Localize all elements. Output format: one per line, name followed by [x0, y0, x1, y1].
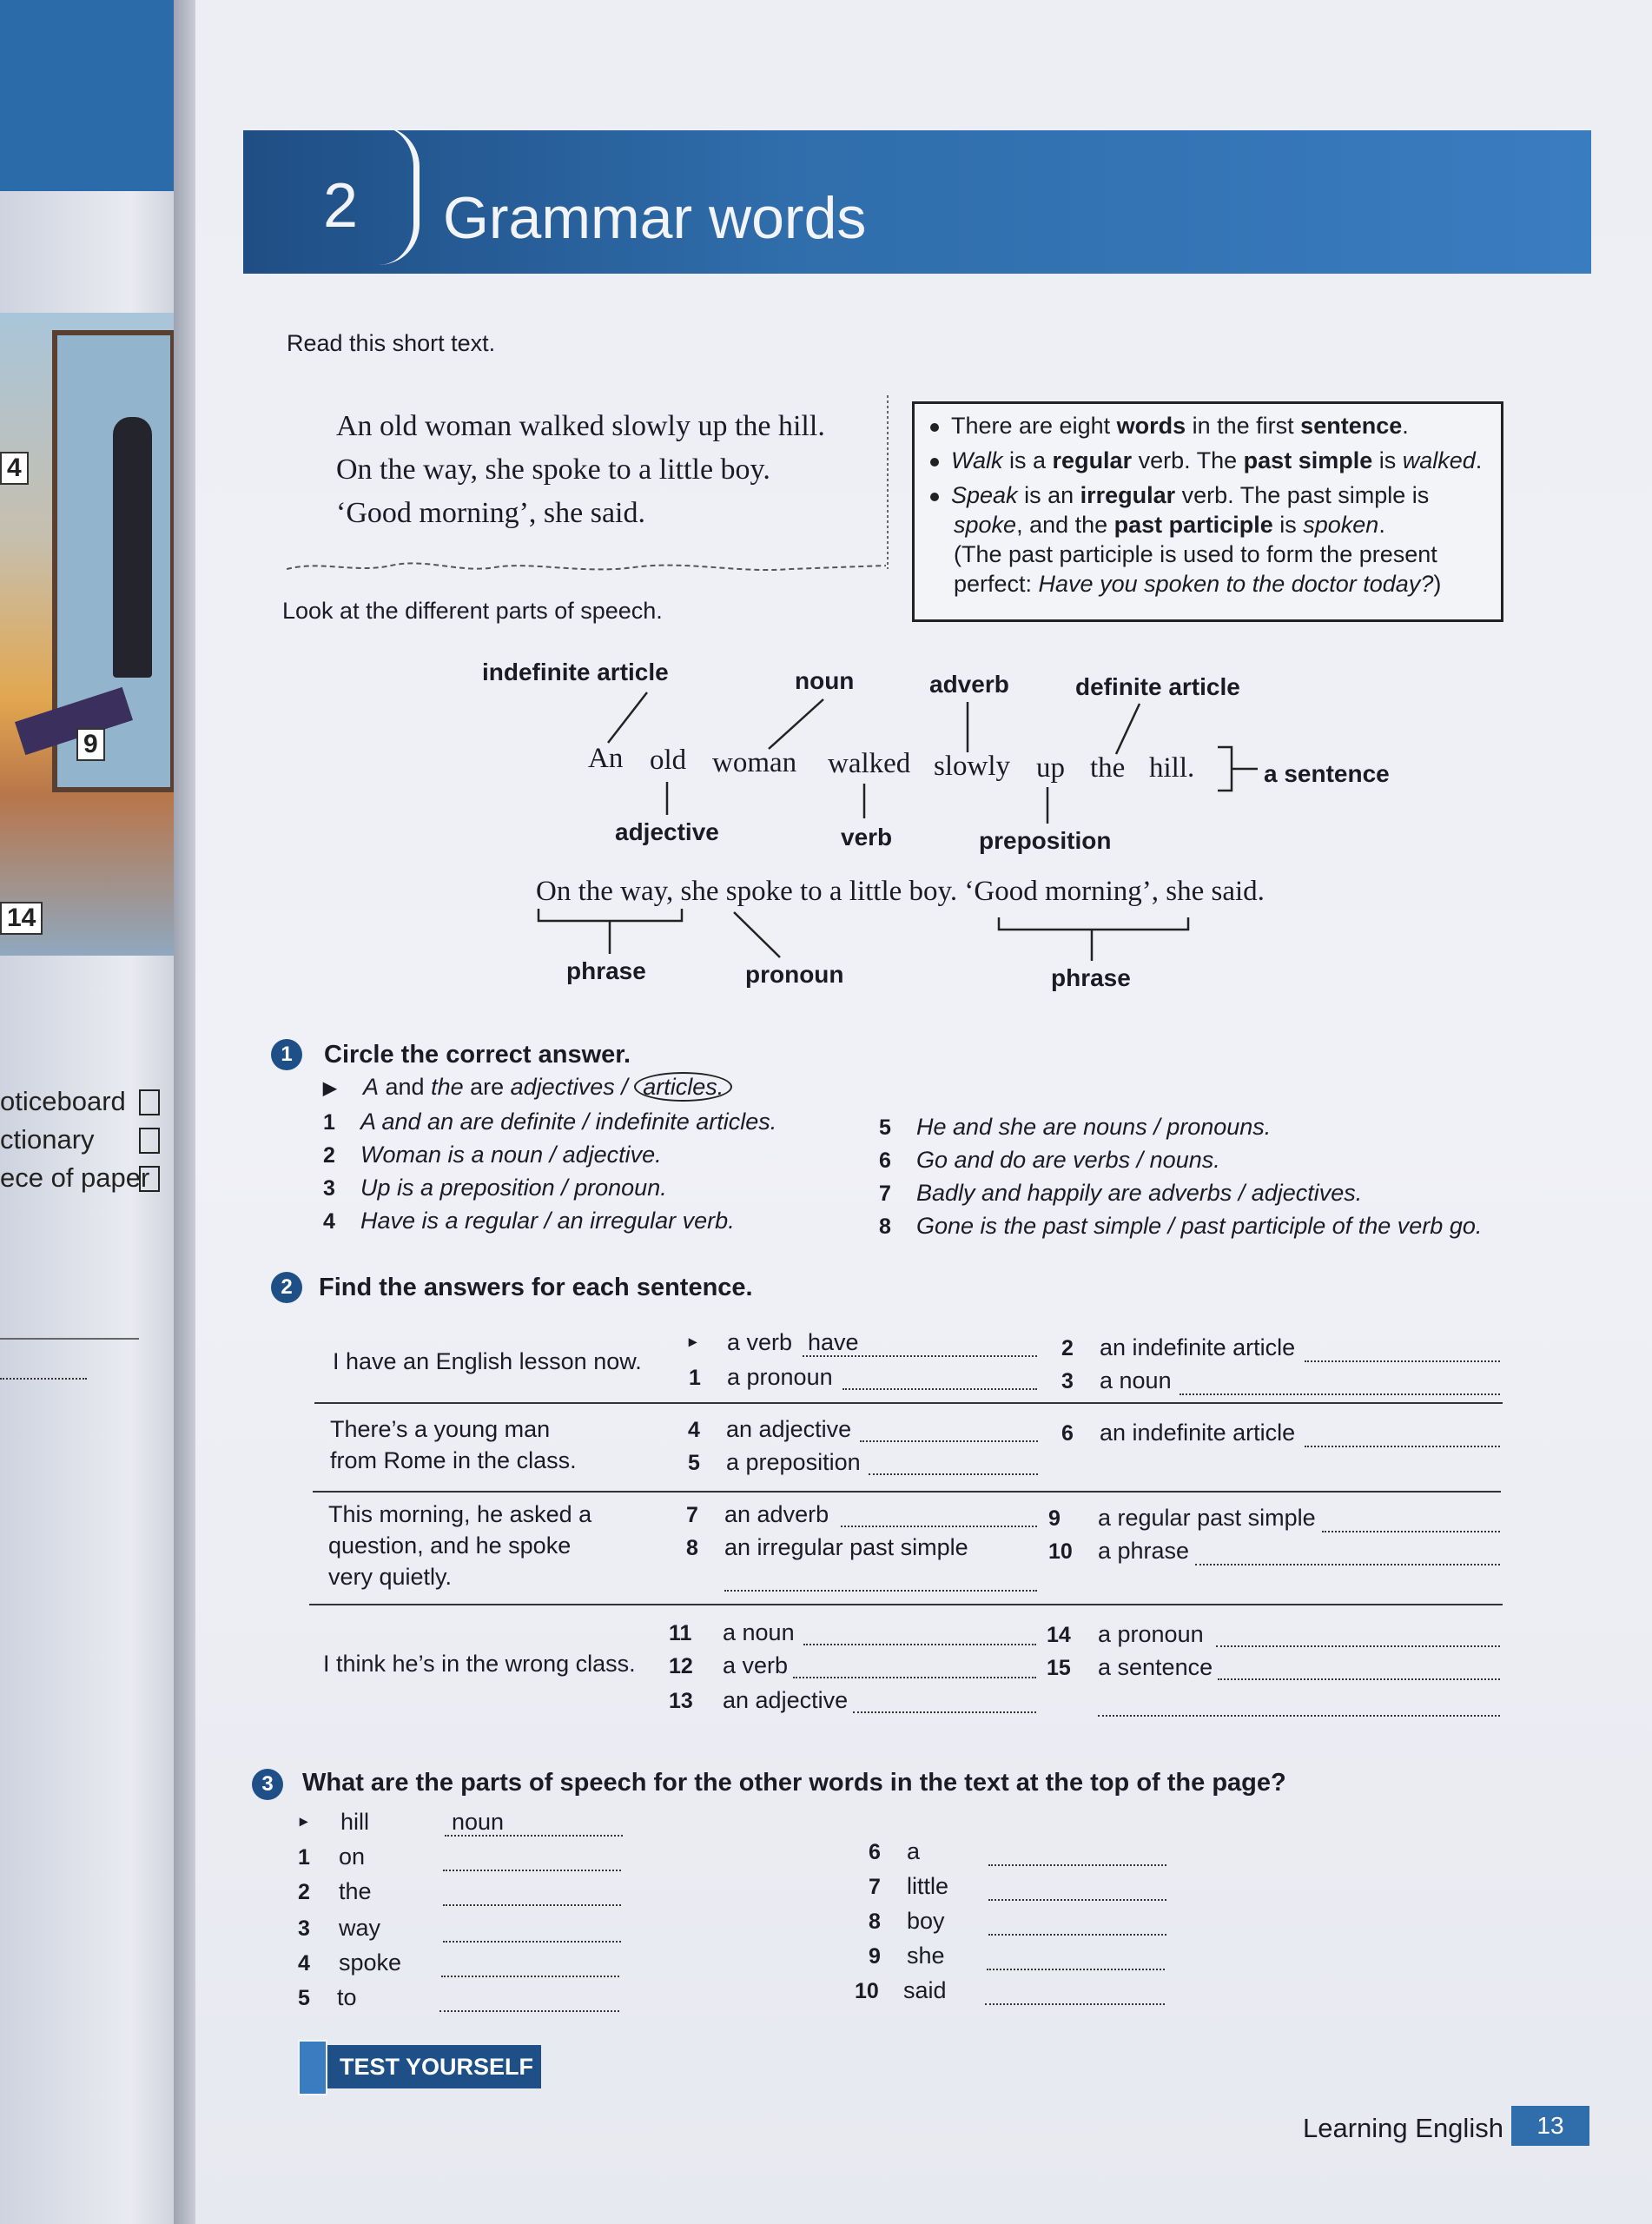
story-line: On the way, she spoke to a little boy. — [336, 453, 770, 486]
ex2-label: an irregular past simple — [724, 1534, 968, 1560]
item-number: 7 — [686, 1503, 698, 1527]
diagram-sentence-2: On the way, she spoke to a little boy. ‘Good morning’, she said. — [536, 876, 1265, 907]
exercise-1-item[interactable]: Go and do are verbs / nouns. — [916, 1147, 1220, 1173]
item-number: 2 — [1061, 1336, 1074, 1360]
ex3-word: on — [339, 1843, 366, 1870]
diagram-word: hill. — [1149, 752, 1195, 784]
example-arrow-icon: ▸ — [300, 1812, 308, 1830]
exercise-1-item[interactable]: Woman is a noun / adjective. — [360, 1142, 662, 1168]
ex3-word: way — [339, 1915, 381, 1941]
answer-line[interactable] — [1180, 1393, 1500, 1395]
item-number: 1 — [323, 1110, 335, 1135]
exercise-2-title: Find the answers for each sentence. — [319, 1274, 753, 1301]
diagram-label-indefinite-article: indefinite article — [482, 659, 669, 685]
info-line: (The past participle is used to form the present — [954, 541, 1437, 567]
diagram-label-adverb: adverb — [929, 671, 1009, 698]
ex2-label: an adjective — [723, 1687, 849, 1713]
answer-line[interactable] — [987, 1969, 1165, 1970]
notebook-icon — [298, 2040, 327, 2095]
book-title: Learning English — [1303, 2113, 1503, 2143]
diagram-word: walked — [828, 748, 911, 779]
info-bullet: Speak is an irregular verb. The past simple is — [930, 482, 1429, 509]
ex2-sentence: from Rome in the class. — [330, 1447, 577, 1473]
story-line: ‘Good morning’, she said. — [336, 497, 646, 529]
ex2-label: a regular past simple — [1098, 1505, 1316, 1531]
answer-line[interactable] — [988, 1864, 1166, 1866]
item-number: 9 — [1048, 1506, 1061, 1531]
ex3-word: the — [339, 1878, 372, 1904]
item-number: 2 — [298, 1880, 310, 1904]
exercise-number-badge: 1 — [271, 1039, 302, 1070]
ex3-word: spoke — [339, 1949, 402, 1976]
item-number: 8 — [869, 1910, 881, 1934]
ex2-label: a sentence — [1098, 1654, 1213, 1680]
answer-line — [0, 1378, 87, 1380]
diagram-label-noun: noun — [795, 667, 855, 694]
diagram-word: slowly — [934, 751, 1011, 782]
diagram-word: up — [1036, 752, 1065, 784]
test-yourself-banner — [298, 2045, 541, 2088]
item-number: 12 — [669, 1654, 693, 1678]
answer-line[interactable] — [1305, 1360, 1500, 1362]
intro-text: Read this short text. — [287, 330, 496, 356]
ex2-sentence: There’s a young man — [330, 1416, 551, 1442]
ex2-example-answer: have — [808, 1329, 859, 1355]
answer-line[interactable] — [445, 1835, 623, 1837]
ex3-word: a — [907, 1838, 921, 1864]
diagram-word: old — [650, 745, 687, 776]
left-page-word: ctionary — [0, 1124, 95, 1155]
ex2-label: an adjective — [726, 1416, 852, 1442]
item-number: 1 — [689, 1366, 701, 1390]
answer-line[interactable] — [985, 2003, 1165, 2005]
diagram-label-preposition: preposition — [979, 827, 1112, 854]
diagram-word: the — [1090, 752, 1126, 784]
page-number: 13 — [1511, 2106, 1589, 2146]
diagram-label-definite-article: definite article — [1075, 673, 1240, 700]
item-number: 9 — [869, 1944, 881, 1969]
left-page-word: oticeboard — [0, 1086, 126, 1116]
item-number: 8 — [686, 1536, 698, 1560]
diagram-label-verb: verb — [841, 824, 893, 851]
answer-line[interactable] — [1216, 1645, 1500, 1647]
checkbox[interactable] — [139, 1128, 160, 1154]
diagram-label-sentence: a sentence — [1264, 760, 1390, 787]
item-number: 4 — [688, 1418, 700, 1442]
diagram-label-phrase: phrase — [566, 957, 646, 984]
row-divider — [313, 1491, 1501, 1493]
ex2-sentence: I think he’s in the wrong class. — [323, 1651, 636, 1677]
answer-line[interactable] — [860, 1440, 1038, 1442]
answer-line[interactable] — [1218, 1678, 1500, 1680]
ex2-label: a pronoun — [1098, 1621, 1204, 1647]
answer-line[interactable] — [441, 1976, 619, 1977]
exercise-1-item[interactable]: Badly and happily are adverbs / adjectives. — [916, 1180, 1363, 1206]
story-line: An old woman walked slowly up the hill. — [336, 410, 825, 442]
exercise-1-item[interactable]: Up is a preposition / pronoun. — [360, 1175, 667, 1201]
item-number: 5 — [298, 1986, 310, 2010]
checkbox[interactable] — [139, 1166, 160, 1192]
ex3-word: boy — [907, 1908, 945, 1934]
info-bullet: Walk is a regular verb. The past simple is walked. — [930, 447, 1482, 474]
ex2-label: a pronoun — [727, 1364, 833, 1390]
item-number: 8 — [879, 1215, 891, 1239]
ex2-sentence: question, and he spoke — [328, 1532, 572, 1559]
item-number: 10 — [855, 1979, 879, 2003]
answer-line[interactable] — [841, 1526, 1037, 1527]
item-number: 1 — [298, 1845, 310, 1870]
left-page-word: ece of paper — [0, 1162, 150, 1193]
illustration-tag: 14 — [0, 902, 43, 935]
item-number: 6 — [879, 1148, 891, 1173]
answer-line[interactable] — [439, 2010, 619, 2012]
exercise-number-badge: 2 — [271, 1272, 302, 1303]
item-number: 5 — [688, 1451, 700, 1475]
ex2-label: a verb — [723, 1652, 789, 1678]
item-number: 4 — [323, 1209, 335, 1234]
diagram-label-phrase: phrase — [1051, 964, 1131, 991]
item-number: 13 — [669, 1689, 693, 1713]
circled-answer: articles. — [634, 1072, 732, 1102]
item-number: 3 — [323, 1176, 335, 1201]
answer-line[interactable] — [1305, 1446, 1500, 1447]
exercise-number-badge: 3 — [252, 1769, 283, 1800]
exercise-1-item[interactable]: Gone is the past simple / past participle of the verb go. — [916, 1213, 1483, 1239]
item-number: 4 — [298, 1951, 310, 1976]
answer-line[interactable] — [1195, 1564, 1500, 1565]
exercise-1-item[interactable]: Have is a regular / an irregular verb. — [360, 1208, 735, 1234]
row-divider — [309, 1604, 1503, 1605]
ex2-sentence: I have an English lesson now. — [333, 1348, 642, 1374]
ex2-label: a preposition — [726, 1449, 861, 1475]
diagram-word: woman — [712, 747, 797, 778]
item-number: 11 — [669, 1621, 692, 1645]
answer-line[interactable] — [803, 1355, 1037, 1357]
item-number: 3 — [298, 1916, 310, 1941]
item-number: 15 — [1047, 1656, 1071, 1680]
info-bullet: There are eight words in the first sentence. — [930, 413, 1409, 440]
parts-intro: Look at the different parts of speech. — [282, 598, 663, 624]
item-number: 10 — [1048, 1539, 1073, 1564]
answer-line[interactable] — [443, 1904, 621, 1906]
answer-line[interactable] — [1098, 1715, 1500, 1717]
diagram-label-pronoun: pronoun — [745, 961, 844, 988]
answer-line[interactable] — [843, 1388, 1037, 1390]
row-divider — [314, 1402, 1503, 1404]
exercise-1-example: A and the are adjectives / articles. — [363, 1074, 732, 1101]
item-number: 7 — [879, 1182, 891, 1206]
answer-line[interactable] — [988, 1934, 1166, 1936]
item-number: 7 — [869, 1875, 881, 1899]
ex2-label: a verb — [727, 1329, 793, 1355]
diagram-connectors — [0, 0, 1652, 1042]
item-number: 5 — [879, 1115, 891, 1140]
diagram-label-adjective: adjective — [615, 818, 719, 845]
info-line: perfect: Have you spoken to the doctor today?) — [954, 571, 1442, 597]
exercise-1-item[interactable]: A and an are definite / indefinite articles. — [360, 1109, 777, 1135]
ex2-label: an adverb — [724, 1501, 829, 1527]
answer-line — [0, 1338, 139, 1340]
example-arrow-icon: ▸ — [689, 1333, 697, 1350]
answer-line[interactable] — [443, 1941, 621, 1943]
diagram-word: An — [588, 743, 624, 774]
answer-line[interactable] — [803, 1644, 1036, 1645]
info-line: spoke, and the past participle is spoken. — [954, 512, 1385, 538]
item-number: 2 — [323, 1143, 335, 1168]
exercise-1-item[interactable]: He and she are nouns / pronouns. — [916, 1114, 1272, 1140]
item-number: 6 — [869, 1840, 881, 1864]
answer-line[interactable] — [988, 1899, 1166, 1901]
ex3-word: she — [907, 1943, 945, 1969]
ex3-word: hill — [340, 1809, 370, 1835]
illustration-tag: 4 — [0, 452, 29, 485]
answer-line[interactable] — [443, 1870, 621, 1871]
answer-line[interactable] — [793, 1677, 1036, 1678]
ex3-word: to — [337, 1984, 357, 2010]
answer-line[interactable] — [1322, 1531, 1500, 1532]
ex2-label: a phrase — [1098, 1538, 1190, 1564]
ex2-label: an indefinite article — [1100, 1334, 1296, 1360]
ex3-word: little — [907, 1873, 949, 1899]
illustration-tag: 9 — [76, 728, 105, 761]
answer-line[interactable] — [869, 1473, 1038, 1475]
item-number: 6 — [1061, 1421, 1074, 1446]
ex2-label: an indefinite article — [1100, 1420, 1296, 1446]
answer-line[interactable] — [724, 1590, 1037, 1592]
ex2-sentence: This morning, he asked a — [328, 1501, 592, 1527]
ex3-word: said — [903, 1977, 947, 2003]
ex2-sentence: very quietly. — [328, 1564, 453, 1590]
exercise-1-title: Circle the correct answer. — [324, 1041, 631, 1069]
item-number: 14 — [1047, 1623, 1071, 1647]
item-number: 3 — [1061, 1369, 1074, 1393]
exercise-3-title: What are the parts of speech for the other words in the text at the top of the page? — [302, 1769, 1286, 1797]
ex3-example-answer: noun — [452, 1809, 505, 1835]
answer-line[interactable] — [853, 1711, 1036, 1713]
unit-number: 2 — [323, 171, 359, 241]
example-arrow-icon: ▶ — [323, 1079, 337, 1098]
test-yourself-label: TEST YOURSELF — [340, 2054, 534, 2080]
ex2-label: a noun — [1100, 1367, 1172, 1393]
checkbox[interactable] — [139, 1089, 160, 1115]
unit-title: Grammar words — [443, 185, 867, 251]
ex2-label: a noun — [723, 1619, 795, 1645]
